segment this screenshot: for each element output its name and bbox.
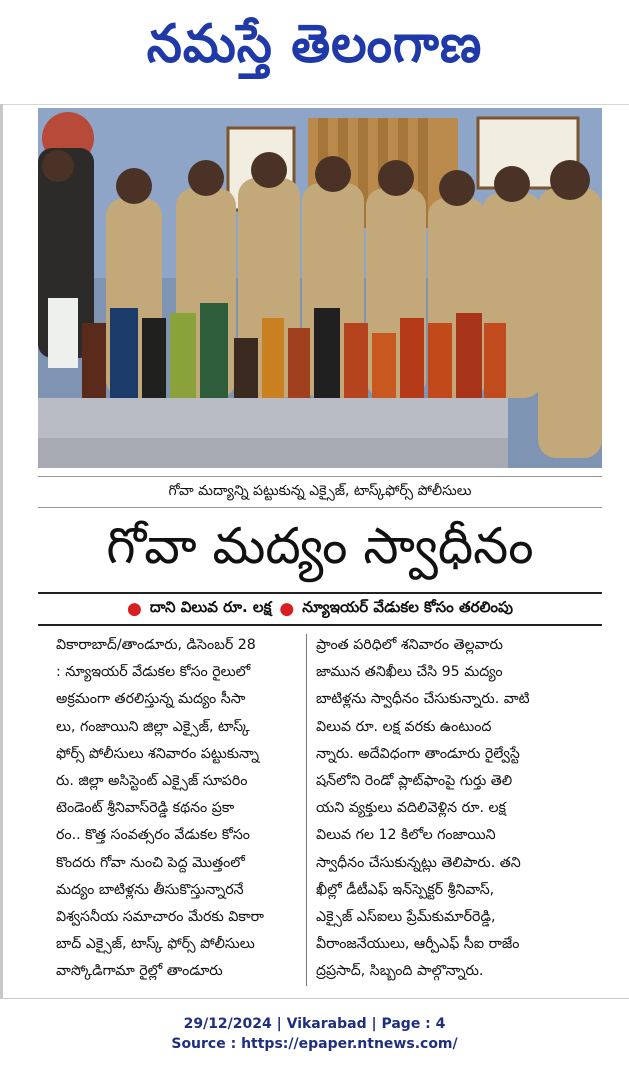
article-line: ఎక్సైజ్ ఎస్‌ఐలు ప్రేమ్‌కుమార్‌రెడ్డి, <box>316 909 496 926</box>
bottom-rule <box>0 998 629 999</box>
red-bullet-icon: ● <box>279 599 295 619</box>
article-line: రు. జిల్లా అసిస్టెంట్ ఎక్సైజ్ సూపరిం <box>56 773 248 790</box>
article-line: బాటిళ్లను స్వాధీనం చేసుకున్నారు. వాటి <box>316 691 530 708</box>
article-line: లు, గంజాయిని జిల్లా ఎక్సైజ్, టాస్క్ <box>56 718 250 735</box>
article-line: ప్రాంత పరిధిలో శనివారం తెల్లవారు <box>316 637 503 653</box>
article-line: అక్రమంగా తరలిస్తున్న మద్యం సీసా <box>56 691 246 708</box>
photo-caption: గోవా మద్యాన్ని పట్టుకున్న ఎక్సైజ్, టాస్క్‌ఫోర్స్ పోలీసులు <box>38 476 602 508</box>
masthead <box>0 0 629 100</box>
article-column-right <box>316 632 588 992</box>
article-line: వికారాబాద్/తాండూరు, డిసెంబర్ 28 <box>56 637 256 653</box>
article-line: : న్యూఇయర్ వేడుకల కోసం రైలులో <box>56 664 251 681</box>
article-line: విలువ గల 12 కిలోల గంజాయిని <box>316 827 496 844</box>
article-line: విశ్వసనీయ సమాచారం మేరకు వికారా <box>56 909 264 926</box>
article-line: వాస్కోడిగామా రైల్లో తాండూరు <box>56 963 223 980</box>
footer-date-line: 29/12/2024 | Vikarabad | Page : 4 <box>183 1016 446 1032</box>
article-line: బాద్ ఎక్సైజ్, టాస్క్ ఫోర్స్ పోలీసులు <box>56 936 255 953</box>
footer-source-line: Source : https://epaper.ntnews.com/ <box>171 1036 458 1052</box>
masthead-title: నమస్తే తెలంగాణ <box>146 12 483 74</box>
article-line: విలువ రూ. లక్ష వరకు ఉంటుంద <box>316 718 492 735</box>
article-line: వీరాంజనేయులు, ఆర్పీఎఫ్ సీఐ రాజేం <box>316 936 520 953</box>
article-line: ఫోర్స్ పోలీసులు శనివారం పట్టుకున్నా <box>56 745 259 762</box>
article-line: జామున తనిఖీలు చేసి 95 మద్యం <box>316 664 503 681</box>
photo-image-icon <box>38 108 602 468</box>
column-divider <box>306 634 307 986</box>
top-rule <box>0 104 629 105</box>
footer <box>0 1014 629 1054</box>
article-line: కొందరు గోవా నుంచి పెద్ద మొత్తంలో <box>56 854 245 871</box>
article-line: టెండెంట్ శ్రీనివాస్‌రెడ్డి కథనం ప్రకా <box>56 800 235 817</box>
article-line: రం.. కొత్త సంవత్సరం వేడుకల కోసం <box>56 827 250 844</box>
article-line: ద్రప్రసాద్, సిబ్బంది పాల్గొన్నారు. <box>316 963 484 980</box>
article-line: స్వాధీనం చేసుకున్నట్లు తెలిపారు. తని <box>316 854 521 871</box>
article-line: షన్‌లోని రెండో ప్లాట్‌ఫాంపై గుర్తు తెలి <box>316 773 513 790</box>
red-bullet-icon: ● <box>126 599 142 619</box>
headline: గోవా మద్యం స్వాధీనం <box>106 516 534 575</box>
article-line: యని వ్యక్తులు వదిలివెళ్లిన రూ. లక్ష <box>316 800 506 817</box>
article-column-left <box>56 632 328 992</box>
article-line: ఖీల్లో డీటీఎఫ్ ఇన్‌స్పెక్టర్ శ్రీనివాస్, <box>316 881 495 898</box>
subheadline <box>38 592 602 626</box>
subhead-item-value: దాని విలువ రూ. లక్ష <box>149 598 272 616</box>
article-line: మద్యం బాటిళ్లను తీసుకొస్తున్నారనే <box>56 881 244 898</box>
subhead-item-reason: న్యూఇయర్ వేడుకల కోసం తరలింపు <box>302 598 514 616</box>
article-line: న్నారు. అదేవిధంగా తాండూరు రైల్వేస్టే <box>316 745 520 762</box>
news-photo <box>38 108 602 468</box>
left-margin-rule <box>0 104 3 999</box>
